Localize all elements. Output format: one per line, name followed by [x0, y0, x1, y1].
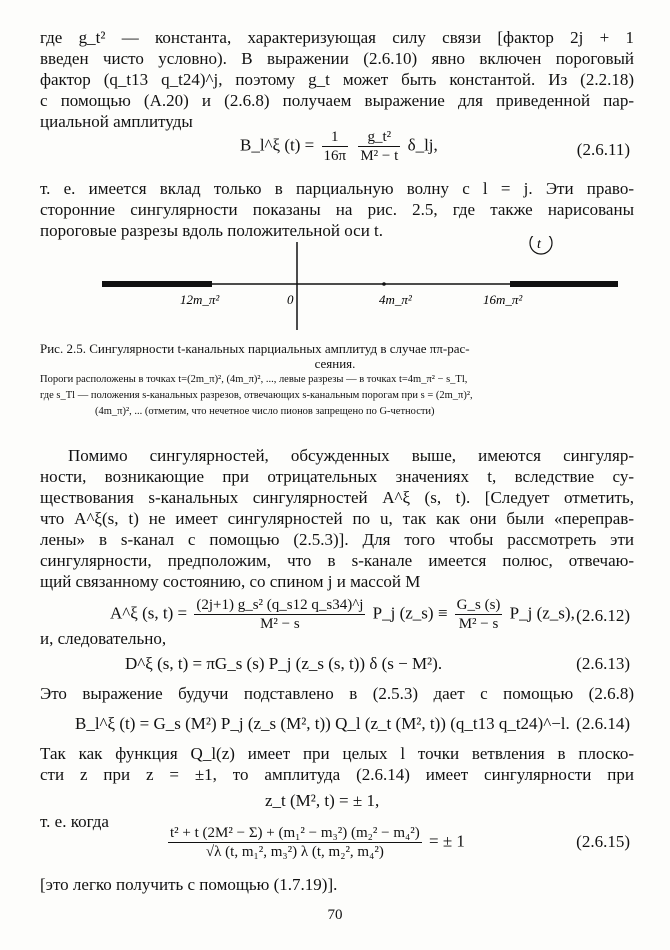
equation-number: (2.6.14) — [576, 714, 630, 733]
figure-caption-cont: сеяния. — [314, 356, 356, 371]
text-line: ности, возникающие при отрицательных значениях t, вследствие су- — [40, 467, 634, 486]
text-line: фактор (q_t13 q_t24)^j, поэтому g_t может быть константой. Из (2.2.18) — [40, 70, 634, 89]
text-line: щий связанному состоянию, со спином j и массой M — [40, 572, 421, 591]
text-line: циальной амплитуды — [40, 112, 193, 131]
page-number: 70 — [327, 907, 343, 923]
equation-2-6-12: A^ξ (s, t) = $\frac{\text{(2j+1) g\_s² (q\_s12 q\_s34)\textasciicircum{}j}}{\text{M² − s}}$ P_j (z_s) ≡ $\frac{G\_s (s)}{\text{M² − s}}$ P_j (z_s), — [110, 597, 575, 632]
tick-label-16m: 16m_π² — [483, 292, 523, 307]
text-line: [это легко получить с помощью (1.7.19)]. — [40, 875, 338, 894]
text-line: ществования s-канальных сингулярностей A^ξ (s, t). [Следует отметить, — [40, 488, 634, 507]
eq-lhs: B_l^ξ (t) = — [240, 135, 315, 155]
figure-2-5 — [0, 236, 670, 336]
text-line: т. е. когда — [40, 812, 109, 831]
text-line: сторонние сингулярности показаны на рис. 2.5, где также нарисованы — [40, 200, 634, 219]
equation-number: (2.6.13) — [576, 654, 630, 673]
t-plane-label: t — [537, 237, 541, 252]
caption-note: Пороги расположены в точках t=(2m_π)², (4m_π)², ..., левые разрезы — в точках t=4m_π² − s_Tl, — [40, 374, 468, 385]
equation-number: (2.6.15) — [576, 832, 630, 851]
equation-zt: z_t (M², t) = ± 1, — [265, 791, 380, 810]
text-line: сти z при z = ±1, то амплитуда (2.6.14) имеет сингулярности при — [40, 765, 634, 784]
text-line: что A^ξ(s, t) не имеет сингулярностей по u, так как они были «перепрaв- — [40, 509, 634, 528]
t-plane-circle — [530, 236, 552, 254]
text-line: и, следовательно, — [40, 629, 167, 648]
caption-note: где s_Tl — положения s-канальных разрезов, отвечающих s-канальным порогам при s = (2m_π)², — [40, 390, 473, 401]
equation-2-6-11 — [240, 128, 438, 165]
text-line: лены» в s-канал с помощью (2.5.3)]. Для того чтобы рассмотреть эти — [40, 530, 634, 549]
equation-number: (2.6.12) — [576, 606, 630, 625]
tick-label-4m: 4m_π² — [379, 292, 412, 307]
fraction: $\frac{\text{g\_t²}}{\text{M² − t}}$ — [360, 129, 399, 164]
text-line: Это выражение будучи подставлено в (2.5.3) дает с помощью (2.6.8) — [40, 684, 634, 703]
equation-number: (2.6.11) — [576, 140, 630, 159]
tick-label-12m: 12m_π² — [180, 292, 220, 307]
pole-mark — [382, 282, 386, 286]
text-line: т. е. имеется вклад только в парциальную волну с l = j. Эти право- — [40, 179, 634, 198]
text-line: пороговые разрезы вдоль положительной оси t. — [40, 221, 384, 240]
eq-rhs: δ_lj, — [407, 135, 438, 155]
caption-note: (4m_π)², ... (отметим, что нечетное число пионов запрещено по G-четности) — [95, 406, 435, 417]
text-line: Помимо сингулярностей, обсужденных выше, имеются сингуляр- — [68, 446, 634, 465]
equation-2-6-15: $\frac{\text{t² + t (2M² − Σ) + (m₁² − m₃²) (m₂² − m₄²)}}{\text{√λ (t, m₁², m₃²) λ (t, m₂², m₄²)}}$ = ± 1 — [170, 825, 465, 860]
fraction: $\frac{1}{16\pi}$ — [323, 129, 347, 164]
tick-label-0: 0 — [287, 292, 294, 307]
text-line: введен чисто условно). В выражении (2.6.10) явно включен пороговый — [40, 49, 634, 68]
text-line: с помощью (A.20) и (2.6.8) получаем выражение для приведенной пар- — [40, 91, 634, 110]
text-line: Так как функция Q_l(z) имеет при целых l точки ветвления в плоско- — [40, 744, 634, 763]
text-line: сингулярности, предположим, что в s-канале имеется полюс, отвечаю- — [40, 551, 634, 570]
figure-caption: Рис. 2.5. Сингулярности t-канальных парциальных амплитуд в случае ππ-рас- — [40, 341, 470, 356]
text-line: где g_t² — константа, характеризующая силу связи [фактор 2j + 1 — [40, 28, 634, 47]
equation-2-6-13: D^ξ (s, t) = πG_s (s) P_j (z_s (s, t)) δ (s − M²). — [125, 654, 443, 673]
equation-2-6-14: B_l^ξ (t) = G_s (M²) P_j (z_s (M², t)) Q_l (z_t (M², t)) (q_t13 q_t24)^−l. — [75, 714, 570, 733]
